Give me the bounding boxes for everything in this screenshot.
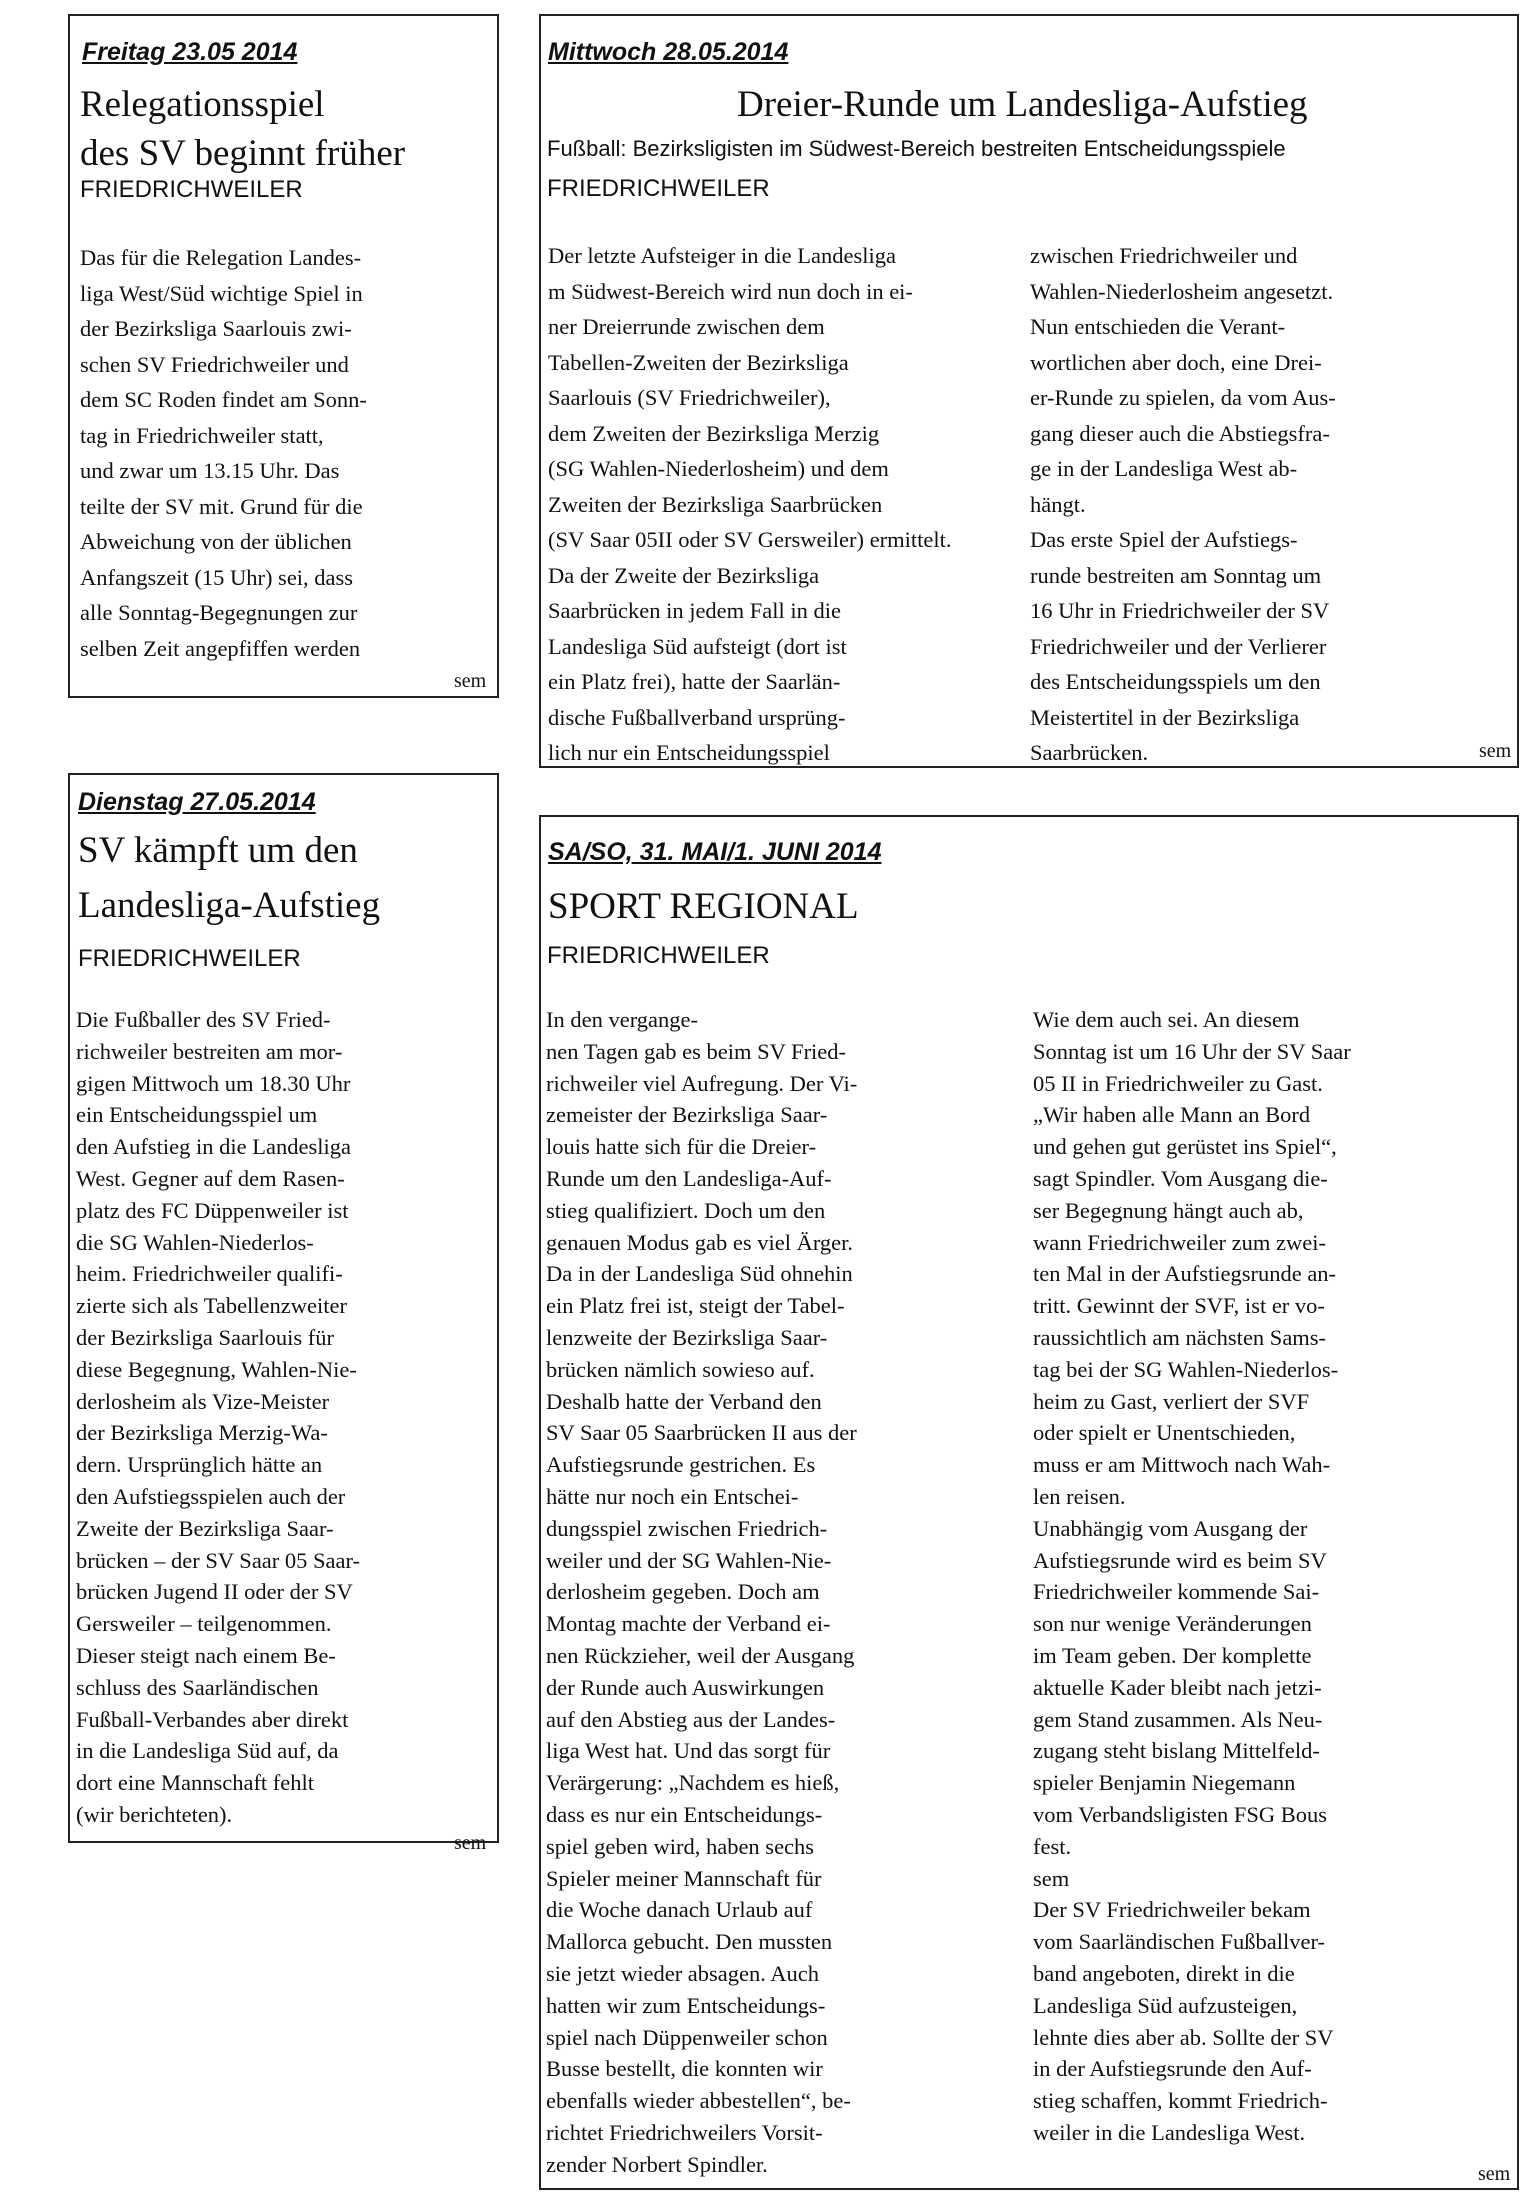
article-headline: Dreier-Runde um Landesliga-Aufstieg	[737, 84, 1308, 125]
text-line: Montag machte der Verband ei-	[546, 1611, 831, 1637]
text-line: louis hatte sich für die Dreier-	[546, 1134, 817, 1160]
text-line: hängt.	[1030, 491, 1086, 517]
text-line: Da der Zweite der Bezirksliga	[548, 562, 820, 588]
text-line: ten Mal in der Aufstiegsrunde an-	[1033, 1261, 1337, 1287]
text-line: diese Begegnung, Wahlen-Nie-	[76, 1356, 357, 1382]
text-line: der Runde auch Auswirkungen	[546, 1674, 825, 1700]
text-line: „Wir haben alle Mann an Bord	[1033, 1102, 1311, 1128]
text-line: lenzweite der Bezirksliga Saar-	[546, 1324, 828, 1350]
text-line: Da in der Landesliga Süd ohnehin	[546, 1261, 853, 1287]
text-line: Wahlen-Niederlosheim angesetzt.	[1030, 278, 1334, 304]
text-line: West. Gegner auf dem Rasen-	[76, 1165, 345, 1191]
text-line: zwischen Friedrichweiler und	[1030, 243, 1298, 268]
text-line: Fußball-Verbandes aber direkt	[76, 1706, 349, 1732]
article-date: Mittwoch 28.05.2014	[548, 38, 789, 66]
text-line: muss er am Mittwoch nach Wah-	[1033, 1452, 1331, 1478]
text-line: (wir berichteten).	[76, 1801, 233, 1827]
text-line: Aufstiegsrunde gestrichen. Es	[546, 1452, 816, 1478]
text-line: Verärgerung: „Nachdem es hieß,	[546, 1770, 840, 1796]
article-date: SA/SO, 31. MAI/1. JUNI 2014	[548, 838, 882, 866]
text-line: richtet Friedrichweilers Vorsit-	[546, 2119, 823, 2145]
text-line: band angeboten, direkt in die	[1033, 1960, 1295, 1986]
text-line: Aufstiegsrunde wird es beim SV	[1033, 1547, 1327, 1573]
text-line: ner Dreierrunde zwischen dem	[548, 314, 825, 339]
text-line: brücken Jugend II oder der SV	[76, 1579, 353, 1605]
text-line: den Aufstieg in die Landesliga	[76, 1134, 351, 1160]
text-line: Zweiten der Bezirksliga Saarbrücken	[548, 491, 883, 517]
text-line: hätte nur noch ein Entschei-	[546, 1483, 799, 1509]
text-line: gem Stand zusammen. Als Neu-	[1033, 1706, 1323, 1732]
text-line: son nur wenige Veränderungen	[1033, 1611, 1312, 1637]
text-line: len reisen.	[1033, 1483, 1126, 1509]
text-line: weiler und der SG Wahlen-Nie-	[546, 1547, 832, 1573]
article-signature: sem	[1478, 2163, 1511, 2185]
article-headline	[80, 80, 405, 178]
article-location: FRIEDRICHWEILER	[80, 176, 303, 203]
text-line: genauen Modus gab es viel Ärger.	[546, 1229, 854, 1255]
text-line: brücken nämlich sowieso auf.	[546, 1356, 815, 1382]
text-line: er-Runde zu spielen, da vom Aus-	[1030, 385, 1336, 410]
text-line: ge in der Landesliga West ab-	[1030, 456, 1298, 481]
article-signature: sem	[454, 1832, 487, 1854]
text-line: der Bezirksliga Saarlouis zwi-	[80, 316, 352, 341]
text-line: zierte sich als Tabellenzweiter	[76, 1293, 347, 1319]
text-line: liga West/Süd wichtige Spiel in	[80, 280, 363, 306]
article-signature: sem	[454, 670, 487, 692]
text-line: (SV Saar 05II oder SV Gersweiler) ermittelt.	[548, 527, 952, 552]
headline-line: SV kämpft um den	[78, 830, 358, 871]
text-line: Der SV Friedrichweiler bekam	[1033, 1897, 1311, 1923]
text-line: Zweite der Bezirksliga Saar-	[76, 1515, 334, 1541]
text-line: richweiler viel Aufregung. Der Vi-	[546, 1070, 858, 1096]
text-line: aktuelle Kader bleibt nach jetzi-	[1033, 1674, 1322, 1700]
text-line: sem	[1033, 1865, 1070, 1891]
article-date: Freitag 23.05 2014	[82, 38, 298, 66]
text-line: die SG Wahlen-Niederlos-	[76, 1229, 314, 1255]
text-line: dungsspiel zwischen Friedrich-	[546, 1515, 828, 1541]
text-line: heim. Friedrichweiler qualifi-	[76, 1261, 343, 1287]
text-line: Unabhängig vom Ausgang der	[1033, 1515, 1308, 1541]
article-column-2	[1030, 238, 1336, 771]
article-column-2	[1033, 1004, 1351, 2149]
text-line: und zwar um 13.15 Uhr. Das	[80, 458, 340, 483]
text-line: Nun entschieden die Verant-	[1030, 314, 1286, 339]
text-line: In den vergange-	[546, 1007, 699, 1032]
text-line: Deshalb hatte der Verband den	[546, 1388, 822, 1414]
text-line: wortlichen aber doch, eine Drei-	[1030, 349, 1322, 375]
text-line: ser Begegnung hängt auch ab,	[1033, 1197, 1304, 1223]
text-line: heim zu Gast, verliert der SVF	[1033, 1388, 1310, 1414]
text-line: stieg qualifiziert. Doch um den	[546, 1197, 826, 1223]
text-line: Anfangszeit (15 Uhr) sei, dass	[80, 564, 354, 590]
text-line: tag bei der SG Wahlen-Niederlos-	[1033, 1356, 1339, 1382]
text-line: teilte der SV mit. Grund für die	[80, 493, 363, 519]
text-line: hatten wir zum Entscheidungs-	[546, 1992, 826, 2018]
text-line: selben Zeit angepfiffen werden	[80, 635, 361, 661]
text-line: Wie dem auch sei. An diesem	[1033, 1007, 1300, 1032]
text-line: ebenfalls wieder abbestellen“, be-	[546, 2088, 851, 2114]
text-line: den Aufstiegsspielen auch der	[76, 1483, 346, 1509]
text-line: Landesliga Süd aufzusteigen,	[1033, 1992, 1298, 2018]
text-line: derlosheim gegeben. Doch am	[546, 1579, 820, 1605]
text-line: dem SC Roden findet am Sonn-	[80, 387, 367, 412]
article-body	[80, 240, 367, 666]
text-line: dort eine Mannschaft fehlt	[76, 1770, 315, 1796]
text-line: Gersweiler – teilgenommen.	[76, 1611, 332, 1637]
text-line: wann Friedrichweiler zum zwei-	[1033, 1229, 1327, 1255]
text-line: sie jetzt wieder absagen. Auch	[546, 1960, 820, 1986]
text-line: schen SV Friedrichweiler und	[80, 351, 349, 377]
text-line: derlosheim als Vize-Meister	[76, 1388, 330, 1414]
article-headline: SPORT REGIONAL	[548, 886, 859, 927]
text-line: die Woche danach Urlaub auf	[546, 1897, 813, 1923]
text-line: Abweichung von der üblichen	[80, 529, 352, 554]
text-line: Der letzte Aufsteiger in die Landesliga	[548, 243, 896, 268]
text-line: in der Aufstiegsrunde den Auf-	[1033, 2056, 1312, 2082]
text-line: dern. Ursprünglich hätte an	[76, 1452, 323, 1478]
text-line: alle Sonntag-Begegnungen zur	[80, 600, 358, 625]
text-line: runde bestreiten am Sonntag um	[1030, 562, 1322, 588]
text-line: Landesliga Süd aufsteigt (dort ist	[548, 633, 847, 659]
text-line: zender Norbert Spindler.	[546, 2151, 768, 2177]
article-location: FRIEDRICHWEILER	[547, 175, 770, 202]
article-headline	[78, 826, 380, 930]
text-line: lich nur ein Entscheidungsspiel	[548, 740, 830, 765]
text-line: dem Zweiten der Bezirksliga Merzig	[548, 420, 880, 446]
text-line: lehnte dies aber ab. Sollte der SV	[1033, 2024, 1334, 2050]
headline-line: Relegationsspiel	[80, 84, 325, 125]
text-line: gang dieser auch die Abstiegsfra-	[1030, 420, 1330, 446]
headline-line: des SV beginnt früher	[80, 133, 406, 174]
text-line: Sonntag ist um 16 Uhr der SV Saar	[1033, 1038, 1351, 1064]
text-line: spiel nach Düppenweiler schon	[546, 2024, 828, 2050]
text-line: raussichtlich am nächsten Sams-	[1033, 1324, 1327, 1350]
article-column-1	[548, 238, 951, 771]
text-line: m Südwest-Bereich wird nun doch in ei-	[548, 278, 913, 304]
text-line: dass es nur ein Entscheidungs-	[546, 1801, 823, 1827]
article-date: Dienstag 27.05.2014	[78, 788, 316, 816]
text-line: und gehen gut gerüstet ins Spiel“,	[1033, 1134, 1337, 1160]
text-line: Saarbrücken in jedem Fall in die	[548, 598, 842, 623]
text-line: gigen Mittwoch um 18.30 Uhr	[76, 1070, 351, 1096]
text-line: Tabellen-Zweiten der Bezirksliga	[548, 349, 849, 375]
text-line: Das erste Spiel der Aufstiegs-	[1030, 527, 1298, 552]
article-signature: sem	[1479, 740, 1512, 762]
text-line: ein Entscheidungsspiel um	[76, 1102, 318, 1128]
article-subheadline: Fußball: Bezirksligisten im Südwest-Bereich bestreiten Entscheidungsspiele	[547, 136, 1286, 161]
text-line: sagt Spindler. Vom Ausgang die-	[1033, 1165, 1328, 1191]
text-line: liga West hat. Und das sorgt für	[546, 1738, 831, 1764]
text-line: auf den Abstieg aus der Landes-	[546, 1706, 836, 1732]
text-line: SV Saar 05 Saarbrücken II aus der	[546, 1420, 857, 1446]
article-location: FRIEDRICHWEILER	[78, 945, 301, 972]
headline-line: Landesliga-Aufstieg	[78, 885, 381, 926]
text-line: spiel geben wird, haben sechs	[546, 1833, 815, 1859]
text-line: zugang steht bislang Mittelfeld-	[1033, 1738, 1320, 1764]
text-line: der Bezirksliga Saarlouis für	[76, 1324, 335, 1350]
text-line: schluss des Saarländischen	[76, 1674, 319, 1700]
text-line: Friedrichweiler und der Verlierer	[1030, 633, 1327, 659]
text-line: oder spielt er Unentschieden,	[1033, 1420, 1296, 1446]
text-line: brücken – der SV Saar 05 Saar-	[76, 1547, 361, 1573]
text-line: dische Fußballverband ursprüng-	[548, 704, 846, 730]
text-line: in die Landesliga Süd auf, da	[76, 1738, 339, 1764]
text-line: (SG Wahlen-Niederlosheim) und dem	[548, 456, 889, 481]
text-line: des Entscheidungsspiels um den	[1030, 669, 1321, 694]
text-line: Saarlouis (SV Friedrichweiler),	[548, 385, 831, 410]
text-line: Das für die Relegation Landes-	[80, 245, 362, 270]
text-line: zemeister der Bezirksliga Saar-	[546, 1102, 828, 1128]
text-line: Saarbrücken.	[1030, 740, 1149, 765]
text-line: der Bezirksliga Merzig-Wa-	[76, 1420, 328, 1446]
text-line: Runde um den Landesliga-Auf-	[546, 1165, 832, 1191]
text-line: vom Saarländischen Fußballver-	[1033, 1929, 1325, 1955]
text-line: Meistertitel in der Bezirksliga	[1030, 704, 1300, 730]
text-line: ein Platz frei), hatte der Saarlän-	[548, 669, 841, 694]
text-line: Friedrichweiler kommende Sai-	[1033, 1579, 1320, 1605]
text-line: im Team geben. Der komplette	[1033, 1642, 1312, 1668]
text-line: tritt. Gewinnt der SVF, ist er vo-	[1033, 1293, 1325, 1319]
text-line: Dieser steigt nach einem Be-	[76, 1642, 336, 1668]
text-line: nen Tagen gab es beim SV Fried-	[546, 1038, 847, 1064]
text-line: Mallorca gebucht. Den mussten	[546, 1929, 833, 1955]
text-line: richweiler bestreiten am mor-	[76, 1038, 343, 1064]
text-line: weiler in die Landesliga West.	[1033, 2119, 1306, 2145]
text-line: platz des FC Düppenweiler ist	[76, 1197, 349, 1223]
text-line: vom Verbandsligisten FSG Bous	[1033, 1801, 1327, 1827]
text-line: nen Rückzieher, weil der Ausgang	[546, 1642, 855, 1668]
text-line: Busse bestellt, die konnten wir	[546, 2056, 823, 2082]
article-location: FRIEDRICHWEILER	[547, 942, 770, 969]
text-line: spieler Benjamin Niegemann	[1033, 1770, 1296, 1796]
text-line: 16 Uhr in Friedrichweiler der SV	[1030, 598, 1330, 623]
article-column-1	[546, 1004, 857, 2180]
text-line: fest.	[1033, 1833, 1072, 1859]
text-line: Die Fußballer des SV Fried-	[76, 1007, 331, 1032]
text-line: tag in Friedrichweiler statt,	[80, 422, 324, 448]
article-body	[76, 1004, 360, 1831]
text-line: 05 II in Friedrichweiler zu Gast.	[1033, 1070, 1323, 1096]
text-line: ein Platz frei ist, steigt der Tabel-	[546, 1293, 845, 1319]
text-line: Spieler meiner Mannschaft für	[546, 1865, 822, 1891]
text-line: stieg schaffen, kommt Friedrich-	[1033, 2088, 1328, 2114]
